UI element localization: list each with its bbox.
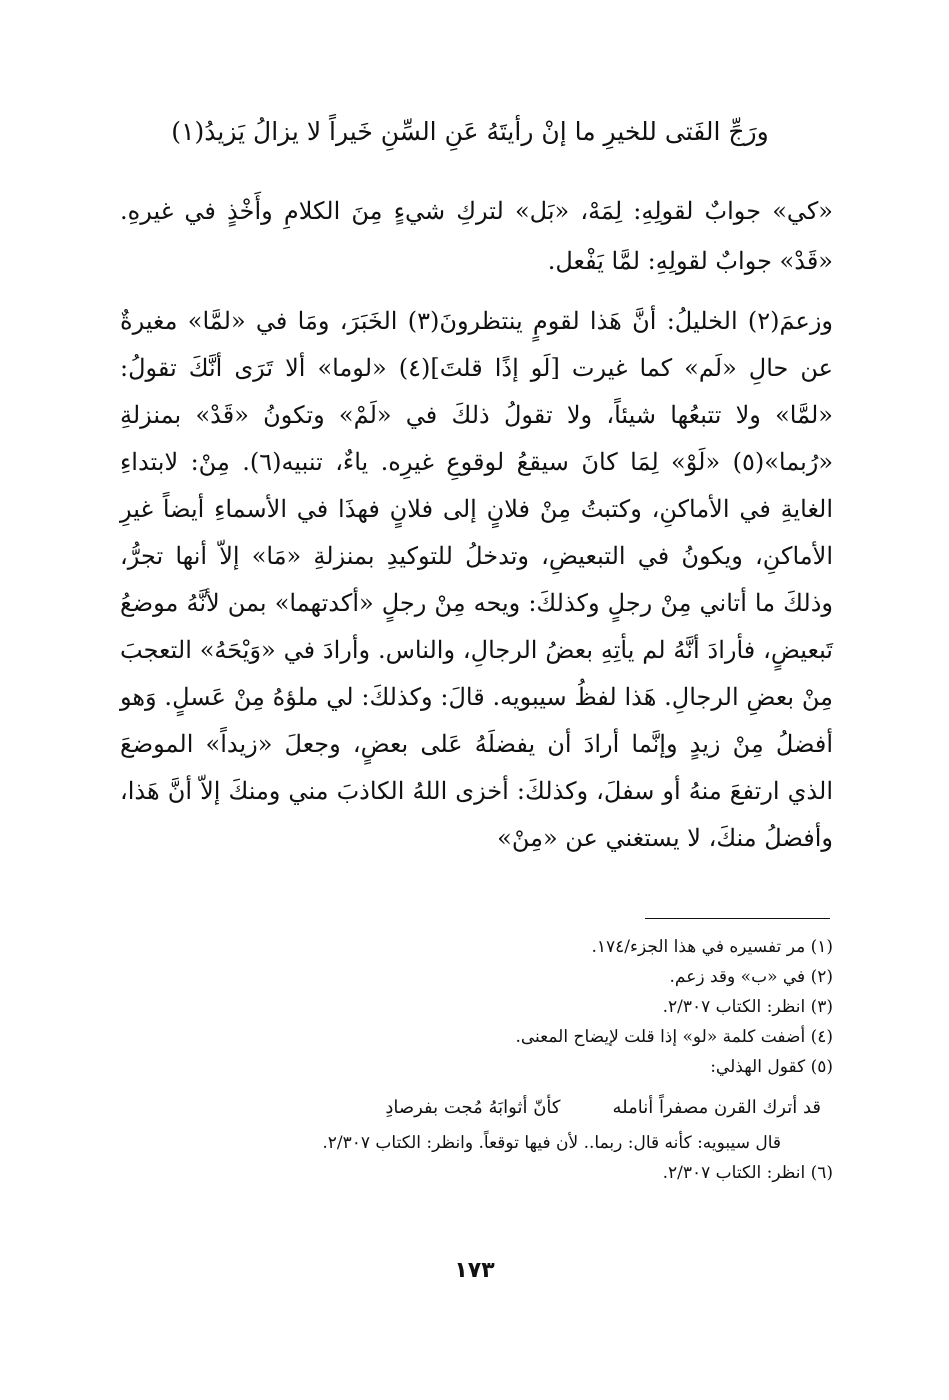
footnote-1: (١) مر تفسيره في هذا الجزء/١٧٤. bbox=[591, 937, 833, 957]
footnote-poem bbox=[120, 1088, 833, 1128]
poetry-verse: ورَجِّ الفَتى للخيرِ ما إنْ رأيتَهُ عَنِ السِّنِ خَيراً لا يزالُ يَزيدُ(١) bbox=[171, 117, 769, 146]
footnote-3: (٣) انظر: الكتاب ٢/٣٠٧. bbox=[662, 997, 833, 1017]
footnote-5-note: قال سيبويه: كأنه قال: ربما.. لأن فيها توقعاً. وانظر: الكتاب ٢/٣٠٧. bbox=[322, 1133, 781, 1153]
page-number: ١٧٣ bbox=[454, 1258, 495, 1283]
footnote-6: (٦) انظر: الكتاب ٢/٣٠٧. bbox=[662, 1163, 833, 1183]
paragraph-kay-bal-qad: «كي» جوابٌ لقولِهِ: لِمَهْ، «بَل» لتركِ شيءٍ مِنَ الكلامِ وأَخْذٍ في غيرهِ. «قَدْ» جوابٌ لقولِهِ: لمَّا يَفْعل. bbox=[120, 197, 833, 275]
paragraph-khalil: وزعمَ(٢) الخليلُ: أنَّ هَذا لقومٍ ينتظرونَ(٣) الخَبَرَ، ومَا في «لمَّا» مغيرةٌ عن حالِ «لَم» كما غيرت [لَو إذًا قلتَ](٤) «لوما» ألا تَرَى أنَّكَ تقولُ: «لمَّا» ولا تتبعُها شيئاً، ولا تقولُ ذلكَ في «لَمْ» وتكونُ «قَدْ» بمنزلةِ «رُبما»(٥) «لَوْ» لِمَا كانَ سيقعُ لوقوعِ غيرِه. ياءٌ، تنبيه(٦). مِنْ: لابتداءِ الغايةِ في الأماكنِ، وكتبتُ مِنْ فلانٍ إلى فلانٍ فهذَا في الأسماءِ أيضاً غيرِ الأماكنِ، ويكونُ في التبعيضِ، وتدخلُ للتوكيدِ بمنزلةِ «مَا» إلاّ أنها تجرُّ، وذلكَ ما أتاني مِنْ رجلٍ وكذلكَ: ويحه مِنْ رجلٍ «أكدتهما» بمن لأنَّهُ موضعُ تَبعيضٍ، فأرادَ أنَّهُ لم يأتِهِ بعضُ الرجالِ، والناس. وأرادَ في «وَيْحَهُ» التعجبَ مِنْ بعضِ الرجالِ. هَذا لفظُ سيبويه. قالَ: وكذلكَ: لي ملؤهُ مِنْ عَسلٍ. وَهو أفضلُ مِنْ زيدٍ وإنَّما أرادَ أن يفضلَهُ عَلى بعضٍ، وجعلَ «زيداً» الموضعَ الذي ارتفعَ منهُ أو سفلَ، وكذلكَ: أخزى اللهُ الكاذبَ مني ومنكَ إلاّ أنَّ هَذا، وأفضلُ منكَ، لا يستغني عن «مِنْ» bbox=[120, 307, 834, 852]
footnote-5: (٥) كقول الهذلي: bbox=[710, 1057, 833, 1077]
poem-second-hemistich: كأنّ أثوابَهُ مُجت بفرصادِ bbox=[385, 1097, 561, 1118]
footnote-4: (٤) أضفت كلمة «لو» إذا قلت لإيضاح المعنى. bbox=[515, 1027, 833, 1047]
footnote-2: (٢) في «ب» وقد زعم. bbox=[669, 967, 833, 987]
footnote-separator bbox=[645, 918, 830, 919]
poem-first-hemistich: قد أترك القرن مصفراً أنامله bbox=[612, 1097, 821, 1118]
footnotes bbox=[120, 932, 833, 1188]
